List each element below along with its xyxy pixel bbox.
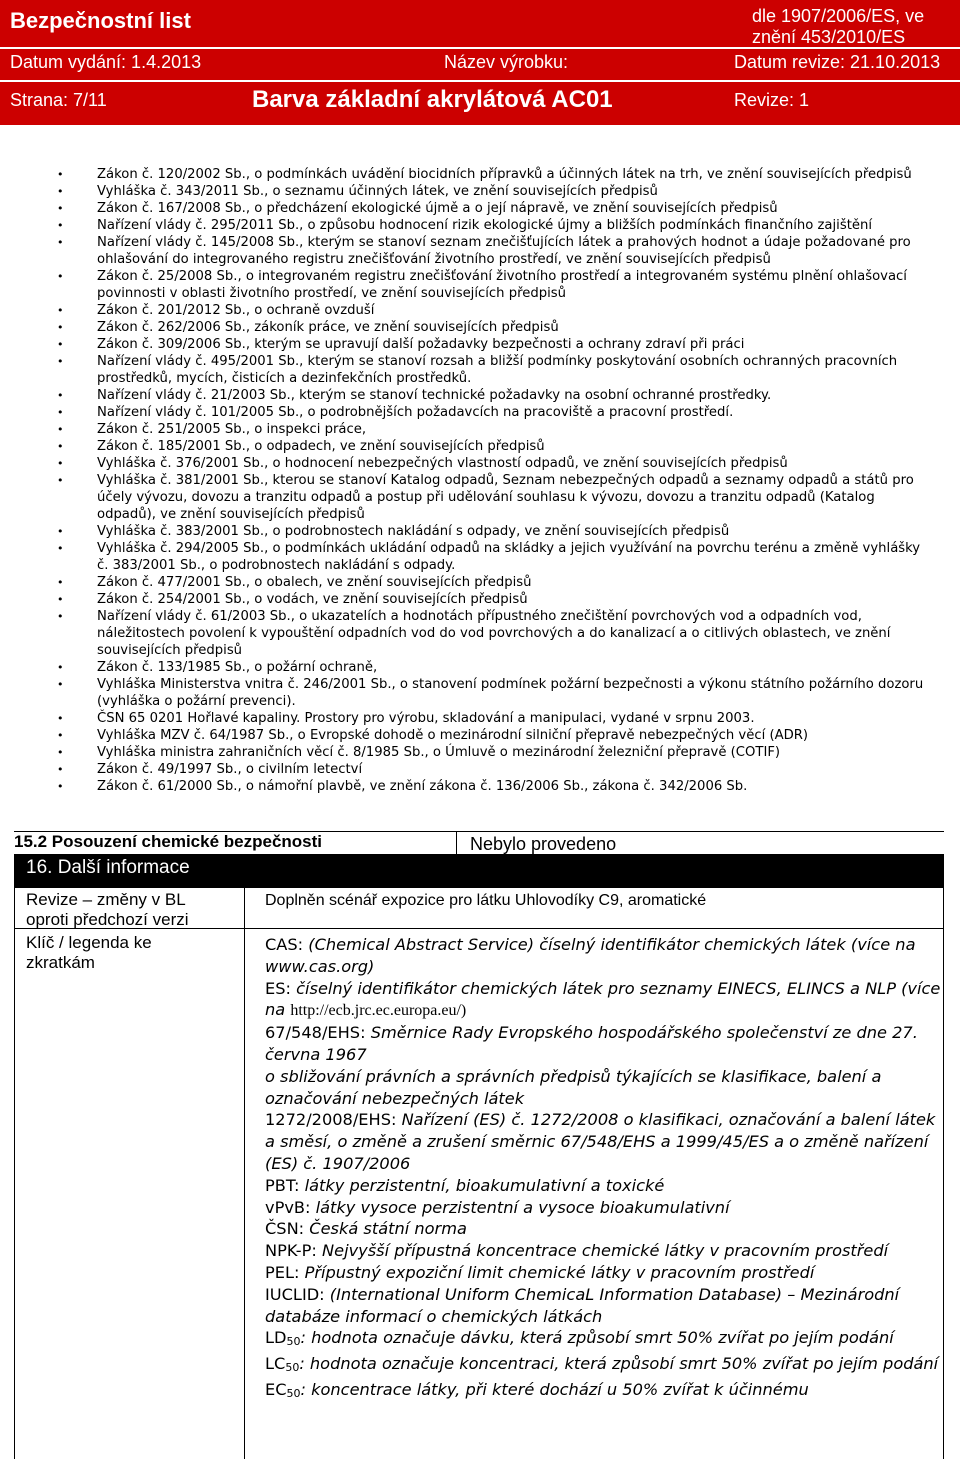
legend-subscript: 50 xyxy=(285,1361,300,1375)
legislation-item xyxy=(57,608,927,659)
legislation-description: , o ukazatelích a hodnotách přípustného znečištění povrchových vod a odpadních vod, náležitostech povolení k vypouštění odpadních vod do vod povrchových a do kanalizací a o citlivých oblastech, ve znění souvisejících předpisů xyxy=(97,609,891,658)
legislation-item xyxy=(57,421,927,438)
revision-text: Doplněn scénář expozice pro látku Uhlovodíky C9, aromatické xyxy=(265,892,707,909)
bullet-icon: • xyxy=(57,712,64,725)
legend-entry xyxy=(265,934,945,978)
legislation-description: , o předcházení ekologické újmě a o její nápravě, ve znění souvisejících předpisů xyxy=(245,201,778,216)
bullet-icon: • xyxy=(57,576,64,589)
legend-entry xyxy=(265,1353,945,1379)
section-15-2-value-cell xyxy=(458,834,944,856)
legislation-description: , o stanovení podmínek požární bezpečnosti a výkonu státního požárního dozoru (vyhláška o požární prevenci). xyxy=(97,677,924,709)
section-15-2-heading: 15.2 Posouzení chemické bezpečnosti xyxy=(14,832,323,851)
legislation-description: , zákoník práce, ve znění souvisejících předpisů xyxy=(245,320,559,335)
legislation-reference: Zákon č. 49/1997 Sb. xyxy=(97,762,238,777)
legend-abbreviation: LD xyxy=(265,1328,287,1348)
legend-definition: látky perzistentní, bioakumulativní a toxické xyxy=(304,1175,665,1195)
legislation-reference: Nařízení vlády č. 295/2011 Sb. xyxy=(97,218,300,233)
legislation-reference: Zákon č. 133/1985 Sb. xyxy=(97,660,246,675)
legislation-reference: Vyhláška č. 376/2001 Sb. xyxy=(97,456,265,471)
legend-entry xyxy=(265,1379,945,1405)
legend-abbreviation: PBT: xyxy=(265,1175,305,1195)
section-16-bar xyxy=(14,854,944,888)
bullet-icon: • xyxy=(57,763,64,776)
legislation-description: , o civilním letectví xyxy=(237,762,363,777)
bullet-icon: • xyxy=(57,457,64,470)
revision-date: Datum revize: 21.10.2013 xyxy=(734,52,941,72)
header-divider xyxy=(0,47,960,49)
legend-definition: : hodnota označuje dávku, která způsobí smrt 50% zvířat po jejím podání xyxy=(300,1328,894,1348)
legend-entry xyxy=(265,978,945,1023)
bullet-icon: • xyxy=(57,525,64,538)
legislation-list xyxy=(57,166,927,795)
bullet-icon: • xyxy=(57,185,64,198)
bullet-icon: • xyxy=(57,610,64,623)
bullet-icon: • xyxy=(57,474,64,487)
legislation-description: , o požární ochraně, xyxy=(245,660,378,675)
legislation-item xyxy=(57,268,927,302)
legislation-reference: Zákon č. 120/2002 Sb. xyxy=(97,167,246,182)
product-label: Název výrobku: xyxy=(444,52,569,72)
legend-entry xyxy=(265,1022,945,1066)
legend-entry xyxy=(265,1327,945,1353)
legislation-description: , o Evropské dohodě o mezinárodní silniční přepravě nebezpečných věcí (ADR) xyxy=(289,728,809,743)
legislation-item xyxy=(57,574,927,591)
legislation-description: , o námořní plavbě, ve znění zákona č. 136/2006 Sb., zákona č. 342/2006 Sb. xyxy=(237,779,748,794)
legislation-reference: Nařízení vlády č. 495/2001 Sb. xyxy=(97,354,300,369)
bullet-icon: • xyxy=(57,338,64,351)
bullet-icon: • xyxy=(57,168,64,181)
legend-definition: Nejvyšší přípustná koncentrace chemické látky v pracovním prostředí xyxy=(322,1241,889,1261)
document-title: Bezpečnostní list xyxy=(10,8,191,33)
legislation-reference: Nařízení vlády č. 101/2005 Sb. xyxy=(97,405,300,420)
legislation-description: , o Úmluvě o mezinárodní železniční přepravě (COTIF) xyxy=(424,745,781,760)
legislation-reference: Vyhláška č. 383/2001 Sb. xyxy=(97,524,265,539)
legislation-description: , kterou se stanoví Katalog odpadů, Seznam nebezpečných odpadů a seznamy odpadů a států pro účely vývozu, dovozu a tranzitu odpadů a postup při udělování souhlasu k vývozu, dovozu a tranzitu odpadů (Katalog odpadů), ve znění souvisejících předpisů xyxy=(97,473,914,522)
section-15-2-value: Nebylo provedeno xyxy=(470,834,617,854)
divider xyxy=(244,888,245,1459)
legislation-item xyxy=(57,166,927,183)
legislation-reference: ČSN 65 0201 Hořlavé kapaliny. Prostory pro výrobu, skladování a manipulaci, vydané v srpnu 2003. xyxy=(97,711,755,726)
abbreviation-legend xyxy=(265,934,945,1405)
regulation-line-1: dle 1907/2006/ES, ve xyxy=(752,6,925,26)
legislation-description: , o inspekci práce, xyxy=(245,422,367,437)
legend-entry xyxy=(265,1218,945,1240)
legislation-reference: Vyhláška Ministerstva vnitra č. 246/2001 Sb. xyxy=(97,677,392,692)
legislation-description: , o ochraně ovzduší xyxy=(245,303,375,318)
legislation-reference: Vyhláška č. 381/2001 Sb. xyxy=(97,473,265,488)
legislation-item xyxy=(57,319,927,336)
legend-entry xyxy=(265,1109,945,1174)
revision-number: Revize: 1 xyxy=(734,90,810,110)
legislation-item xyxy=(57,302,927,319)
divider xyxy=(14,888,15,1459)
legislation-reference: Zákon č. 251/2005 Sb. xyxy=(97,422,246,437)
legislation-item xyxy=(57,387,927,404)
bullet-icon: • xyxy=(57,542,64,555)
revision-label: Revize – změny v BL oproti předchozí verzi xyxy=(26,890,189,929)
legislation-description: , kterým se stanoví seznam znečišťujících látek a prahových hodnot a údaje požadované pro ohlašování do integrovaného registru znečišťování životního prostředí, ve znění souvisejících předpisů xyxy=(97,235,911,267)
legend-abbreviation: NPK-P: xyxy=(265,1241,322,1261)
bullet-icon: • xyxy=(57,219,64,232)
legislation-description: , o způsobu hodnocení rizik ekologické újmy a bližších podmínkách finančního zajištění xyxy=(299,218,872,233)
legend-abbreviation: 1272/2008/EHS: xyxy=(265,1110,402,1130)
bullet-icon: • xyxy=(57,304,64,317)
bullet-icon: • xyxy=(57,440,64,453)
legislation-item xyxy=(57,217,927,234)
legend-definition: Přípustný expoziční limit chemické látky v pracovním prostředí xyxy=(304,1262,815,1282)
bullet-icon: • xyxy=(57,593,64,606)
legend-abbreviation: PEL: xyxy=(265,1262,305,1282)
legend-entry xyxy=(265,1284,945,1328)
legislation-description: , o podrobnějších požadavcích na pracoviště a pracovní prostředí. xyxy=(299,405,734,420)
legislation-reference: Zákon č. 254/2001 Sb. xyxy=(97,592,246,607)
legend-entry xyxy=(265,1262,945,1284)
legislation-item xyxy=(57,336,927,353)
bullet-icon: • xyxy=(57,270,64,283)
legislation-item xyxy=(57,455,927,472)
legislation-item xyxy=(57,778,927,795)
legend-definition: (International Uniform ChemicaL Information Database) – Mezinárodní databáze informací o chemických látkách xyxy=(265,1284,900,1326)
bullet-icon: • xyxy=(57,746,64,759)
legislation-description: , o hodnocení nebezpečných vlastností odpadů, ve znění souvisejících předpisů xyxy=(264,456,788,471)
legislation-reference: Nařízení vlády č. 145/2008 Sb. xyxy=(97,235,300,250)
legislation-reference: Nařízení vlády č. 21/2003 Sb. xyxy=(97,388,291,403)
legislation-reference: Zákon č. 262/2006 Sb. xyxy=(97,320,246,335)
bullet-icon: • xyxy=(57,780,64,793)
legislation-reference: Zákon č. 61/2000 Sb. xyxy=(97,779,238,794)
legend-definition: Směrnice Rady Evropského hospodářského společenství ze dne 27. června 1967 xyxy=(265,1023,918,1064)
issue-date: Datum vydání: 1.4.2013 xyxy=(10,52,202,72)
legislation-reference: Zákon č. 309/2006 Sb. xyxy=(97,337,246,352)
bullet-icon: • xyxy=(57,202,64,215)
legend-entry xyxy=(265,1240,945,1262)
legend-subscript: 50 xyxy=(286,1386,301,1400)
bullet-icon: • xyxy=(57,321,64,334)
legislation-reference: Vyhláška ministra zahraničních věcí č. 8/1985 Sb. xyxy=(97,745,425,760)
legislation-item xyxy=(57,200,927,217)
legend-abbreviation: 67/548/EHS: xyxy=(265,1023,371,1043)
bullet-icon: • xyxy=(57,389,64,402)
legislation-item xyxy=(57,727,927,744)
legend-definition: Česká státní norma xyxy=(309,1219,467,1239)
legislation-reference: Zákon č. 201/2012 Sb. xyxy=(97,303,246,318)
section-16-heading: 16. Další informace xyxy=(26,857,190,878)
legend-definition: číselný identifikátor chemických látek pro seznamy EINECS, ELINCS a NLP (více na xyxy=(265,978,941,1020)
regulation-line-2: znění 453/2010/ES xyxy=(752,27,906,47)
legislation-description: , o seznamu účinných látek, ve znění souvisejících předpisů xyxy=(264,184,658,199)
legislation-description: , o odpadech, ve znění souvisejících předpisů xyxy=(245,439,545,454)
legend-definition: látky vysoce perzistentní a vysoce bioakumulativní xyxy=(315,1197,730,1217)
legend-abbreviation: EC xyxy=(265,1379,287,1399)
legislation-item xyxy=(57,234,927,268)
legislation-reference: Vyhláška MZV č. 64/1987 Sb. xyxy=(97,728,290,743)
legislation-reference: Zákon č. 167/2008 Sb. xyxy=(97,201,246,216)
legislation-item xyxy=(57,183,927,200)
legend-abbreviation: CAS: xyxy=(265,935,309,954)
legislation-description: , o vodách, ve znění souvisejících předpisů xyxy=(245,592,528,607)
legislation-item xyxy=(57,404,927,421)
bullet-icon: • xyxy=(57,729,64,742)
divider xyxy=(456,831,457,854)
bullet-icon: • xyxy=(57,236,64,249)
legislation-item xyxy=(57,523,927,540)
legislation-description: , kterým se upravují další požadavky bezpečnosti a ochrany zdraví při práci xyxy=(245,337,745,352)
legend-definition: : hodnota označuje koncentraci, která způsobí smrt 50% zvířat po jejím podání xyxy=(299,1354,939,1374)
bullet-icon: • xyxy=(57,661,64,674)
legislation-item xyxy=(57,353,927,387)
legend-abbreviation: ES: xyxy=(265,978,297,998)
legislation-description: , o podmínkách uvádění biocidních přípravků a účinných látek na trh, ve znění souvisejících předpisů xyxy=(245,167,912,182)
legend-definition: Nařízení (ES) č. 1272/2008 o klasifikaci, označování a balení látek a směsí, o změně a zrušení směrnic 67/548/EHS a 1999/45/ES a o změně nařízení (ES) č. 1907/2006 xyxy=(265,1110,936,1173)
page-number: Strana: 7/11 xyxy=(10,90,107,110)
legislation-item xyxy=(57,676,927,710)
legend-link[interactable]: http://ecb.jrc.ec.europa.eu/) xyxy=(290,1002,467,1020)
legend-entry xyxy=(265,1197,945,1219)
document-header xyxy=(0,0,960,125)
legend-definition: o sbližování právních a správních předpisů týkajících se klasifikace, balení a označování nebezpečných látek xyxy=(265,1066,882,1108)
bullet-icon: • xyxy=(57,678,64,691)
legislation-description: , o podmínkách ukládání odpadů na skládky a jejich využívání na povrchu terénu a změně vyhlášky č. 383/2001 Sb., o podrobnostech nakládání s odpady. xyxy=(97,541,921,573)
legislation-item xyxy=(57,761,927,778)
legislation-description: , kterým se stanoví technické požadavky na osobní ochranné prostředky. xyxy=(290,388,772,403)
bullet-icon: • xyxy=(57,423,64,436)
legislation-reference: Vyhláška č. 294/2005 Sb. xyxy=(97,541,265,556)
legislation-description: , o obalech, ve znění souvisejících předpisů xyxy=(245,575,532,590)
legislation-reference: Vyhláška č. 343/2011 Sb. xyxy=(97,184,265,199)
legislation-item xyxy=(57,659,927,676)
header-divider xyxy=(0,80,960,82)
legislation-item xyxy=(57,472,927,523)
legislation-description: , o podrobnostech nakládání s odpady, ve znění souvisejících předpisů xyxy=(264,524,730,539)
legislation-description: , o integrovaném registru znečišťování životního prostředí a integrovaném systému plnění ohlašovací povinnosti v oblasti životního prostředí, ve znění souvisejících předpisů xyxy=(97,269,907,301)
bullet-icon: • xyxy=(57,406,64,419)
legislation-item xyxy=(57,438,927,455)
legislation-item xyxy=(57,540,927,574)
legislation-reference: Nařízení vlády č. 61/2003 Sb. xyxy=(97,609,291,624)
legend-label: Klíč / legenda ke zkratkám xyxy=(26,933,152,972)
legislation-item xyxy=(57,591,927,608)
legislation-item xyxy=(57,744,927,761)
legend-abbreviation: vPvB: xyxy=(265,1197,316,1217)
legend-entry xyxy=(265,1066,945,1110)
legend-subscript: 50 xyxy=(286,1335,301,1349)
legend-abbreviation: ČSN: xyxy=(265,1219,310,1239)
legislation-item xyxy=(57,710,927,727)
legislation-reference: Zákon č. 25/2008 Sb. xyxy=(97,269,238,284)
legend-entry xyxy=(265,1175,945,1197)
bullet-icon: • xyxy=(57,355,64,368)
legend-definition: (Chemical Abstract Service) číselný identifikátor chemických látek (více na www.cas.org) xyxy=(265,935,916,976)
legislation-reference: Zákon č. 185/2001 Sb. xyxy=(97,439,246,454)
legislation-reference: Zákon č. 477/2001 Sb. xyxy=(97,575,246,590)
legend-definition: : koncentrace látky, při které dochází u 50% zvířat k účinnému xyxy=(300,1379,809,1399)
legend-abbreviation: IUCLID: xyxy=(265,1284,330,1304)
legislation-description: , kterým se stanoví rozsah a bližší podmínky poskytování osobních ochranných pracovních prostředků, mycích, čisticích a dezinfekčních prostředků. xyxy=(97,354,898,386)
product-name: Barva základní akrylátová AC01 xyxy=(252,86,613,113)
legend-abbreviation: LC xyxy=(265,1354,286,1374)
